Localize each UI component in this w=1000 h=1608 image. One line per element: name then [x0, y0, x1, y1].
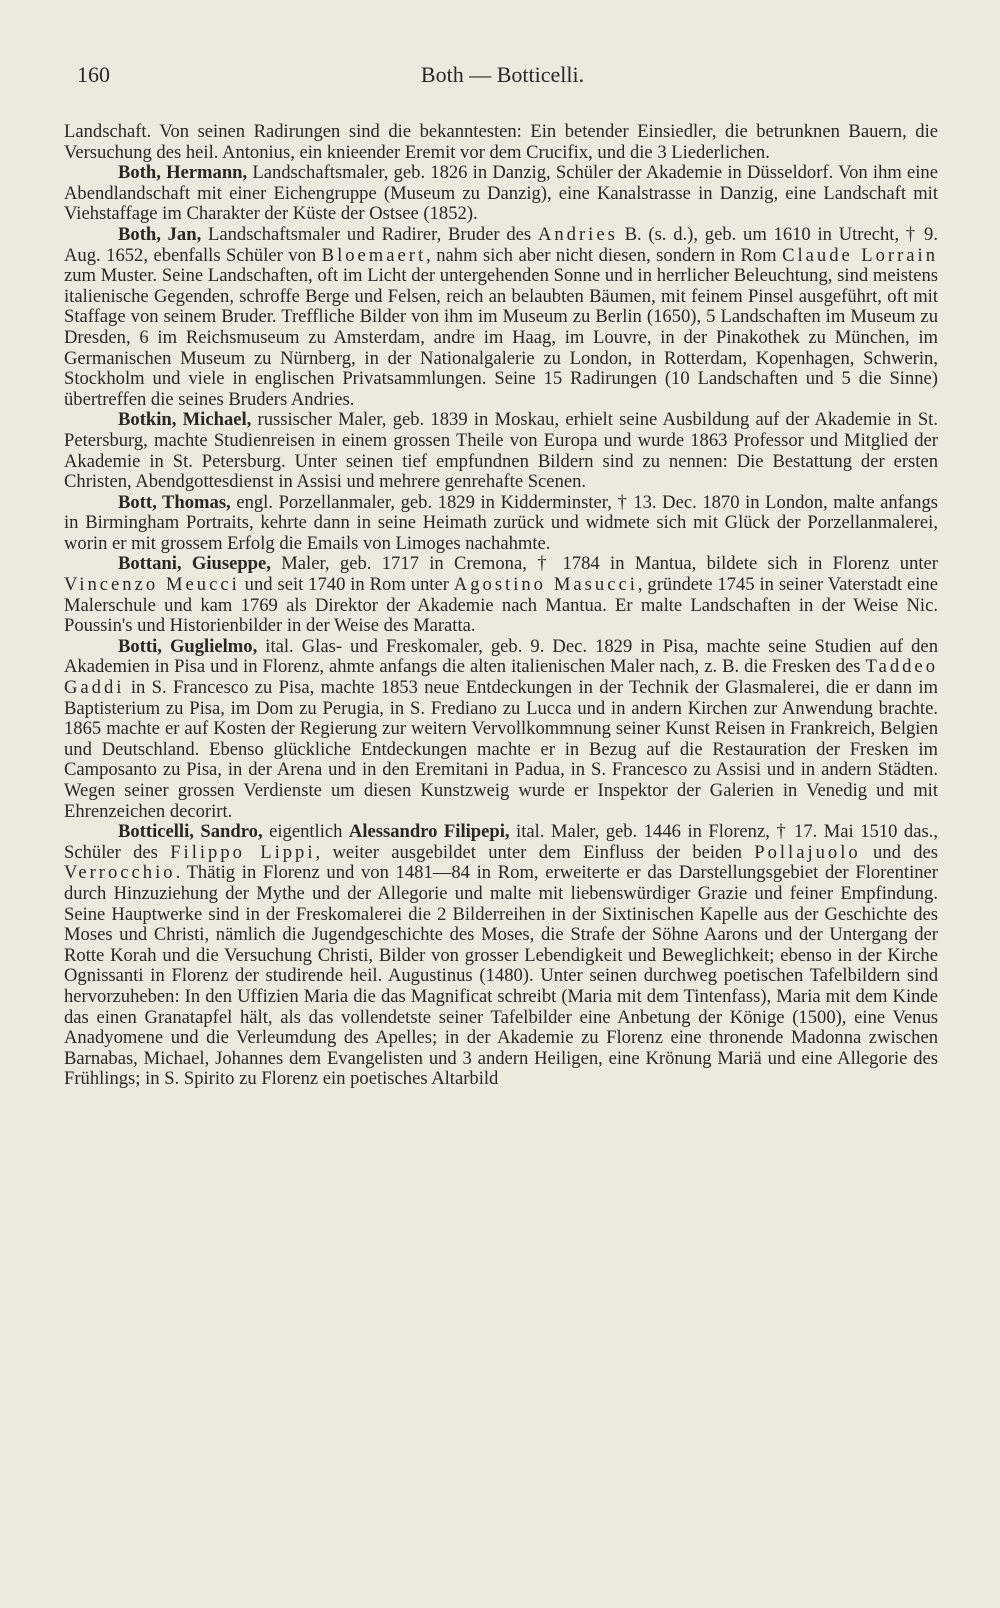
- entry-text: und des: [860, 841, 938, 863]
- entry-text: in S. Francesco zu Pisa, machte 1853 neue Entdeckungen in der Technik der Glasmalerei, die er dann im Baptisterium zu Pisa, im Dom zu Perugia, in S. Frediano zu Lucca und in andern Kirchen zur Anwendung brachte. 1865 machte er auf Kosten der Regierung zur weitern Vervollkommnung seiner Kunst Reisen in Frankreich, Belgien und Deutschland. Ebenso glückliche Entdeckungen machte er in Bezug auf die Restauration der Fresken im Camposanto zu Pisa, in der Arena und in den Eremitani in Padua, in S. Francesco zu Assisi und in andern Städten. Wegen seiner grossen Verdienste um diesen Kunstzweig wurde er Inspektor der Galerien in Venedig und mit Ehrenzeichen decorirt.: [64, 677, 938, 822]
- entry-headword: Botti, Guglielmo,: [118, 635, 258, 657]
- spaced-name: Verrocchio: [64, 862, 176, 884]
- entry-text: zum Muster. Seine Landschaften, oft im Licht der untergehenden Sonne und in herrlicher Beleuchtung, sind meistens italienische Gegenden, schroffe Berge und Felsen, reich an belaubten Bäumen, mit feinem Pinsel ausgeführt, oft mit Staffage von seinem Bruder. Treffliche Bilder von ihm im Museum zu Berlin (1650), 5 Landschaften im Museum zu Dresden, 6 im Reichsmuseum zu Amsterdam, andre im Haag, im Louvre, in der Pinakothek zu München, im Germanischen Museum zu Nürnberg, in der Nationalgalerie zu London, in Rotterdam, Kopenhagen, Schwerin, Stockholm und viele in englischen Privatsammlungen. Seine 15 Radirungen (10 Landschaften und 5 die Sinne) übertreffen die seines Bruders Andries.: [64, 265, 938, 410]
- entry-text: ital. Maler, geb. 1446 in Florenz, † 17. Mai 1510 das., Schüler des: [64, 821, 938, 863]
- entry-text: engl. Porzellanmaler, geb. 1829 in Kidderminster, † 13. Dec. 1870 in London, malte anfangs in Birmingham Portraits, kehrte dann in seine Heimath zurück und widmete sich mit Glück der Porzellanmalerei, worin er mit grossem Erfolg die Emails von Limoges nachahmte.: [64, 491, 938, 554]
- spaced-name: Vincenzo Meucci: [64, 574, 240, 596]
- entry-text: Landschaft. Von seinen Radirungen sind die bekanntesten: Ein betender Einsiedler, die betrunknen Bauern, die Versuchung des heil. Antonius, ein knieender Eremit vor dem Crucifix, und die 3 Liederlichen.: [64, 121, 938, 163]
- entry-headword: Both, Hermann,: [118, 162, 248, 184]
- spaced-name: Pollajuolo: [754, 841, 861, 863]
- entry-text: , gründete 1745 in seiner Vaterstadt eine Malerschule und kam 1769 als Direktor der Akademie nach Mantua. Er malte Landschaften in der Weise Nic. Poussin's und Historienbilder in der Weise des Maratta.: [64, 574, 938, 637]
- spaced-name: Taddeo Gaddi: [64, 656, 938, 699]
- entry-headword: Both, Jan,: [118, 223, 202, 245]
- dictionary-entry: [64, 493, 938, 555]
- spaced-name: Filippo Lippi: [170, 841, 316, 863]
- dictionary-entry: [64, 410, 938, 492]
- entry-headword: Alessandro Filipepi,: [348, 821, 510, 843]
- entry-headword: Botkin, Michael,: [118, 409, 252, 431]
- entry-text: Maler, geb. 1717 in Cremona, † 1784 in Mantua, bildete sich in Florenz unter: [270, 553, 938, 575]
- entry-text: . Thätig in Florenz und von 1481—84 in Rom, erweiterte er das Darstellungsgebiet der Florentiner durch Hinzuziehung der Mythe und der Allegorie und malte mit liebenswürdiger Grazie und feiner Empfindung. Seine Hauptwerke sind in der Freskomalerei die 2 Bilderreihen in der Sixtinischen Kapelle aus der Geschichte des Moses und Christi, nämlich die Jugendgeschichte des Moses, die Strafe der Söhne Aarons und der Untergang der Rotte Korah und die Versuchung Christi, Bilder von grosser Lebendigkeit und Beweglichkeit; ebenso in der Kirche Ognissanti in Florenz der studirende heil. Augustinus (1480). Unter seinen durchweg poetischen Tafelbildern sind hervorzuheben: In den Uffizien Maria die das Magnificat schreibt (Maria mit dem Tintenfass), Maria mit dem Kinde das einen Granatapfel hält, als das vollendetste seiner Tafelbilder eine Anbetung der Könige (1500), eine Venus Anadyomene und die Verleumdung des Apelles; in der Akademie zu Florenz eine thronende Madonna zwischen Barnabas, Michael, Johannes dem Evangelisten und 3 andern Heiligen, eine Krönung Mariä und eine Allegorie des Frühlings; in S. Spirito zu Florenz ein poetisches Altarbild: [64, 862, 938, 1090]
- entry-headword: Botticelli, Sandro,: [118, 821, 263, 843]
- dictionary-entry: [64, 163, 938, 225]
- entry-text: Landschaftsmaler und Radirer, Bruder des: [201, 223, 538, 245]
- page-header: [77, 62, 928, 96]
- entry-text: russischer Maler, geb. 1839 in Moskau, erhielt seine Ausbildung auf der Akademie in St. Petersburg, machte Studienreisen in einem grossen Theile von Europa und wurde 1863 Professor und Mitglied der Akademie in St. Petersburg. Unter seinen tief empfundnen Bildern sind zu nennen: Die Bestattung der ersten Christen, Abendgottesdienst in Assisi und mehrere genrehafte Scenen.: [64, 409, 938, 493]
- spaced-name: Claude Lorrain: [782, 244, 938, 266]
- entry-headword: Bottani, Giuseppe,: [118, 553, 271, 575]
- entry-text: ital. Glas- und Freskomaler, geb. 9. Dec. 1829 in Pisa, machte seine Studien auf den Akademien in Pisa und in Florenz, ahmte anfangs die alten italienischen Maler nach, z. B. die Fresken des: [64, 635, 938, 678]
- entry-text: , weiter ausgebildet unter dem Einfluss der beiden: [315, 841, 755, 863]
- dictionary-entry: [64, 822, 938, 1090]
- dictionary-entry: [64, 637, 938, 822]
- dictionary-body: [64, 122, 938, 1090]
- entry-headword: Bott, Thomas,: [118, 491, 231, 513]
- entry-text: Landschaftsmaler, geb. 1826 in Danzig, Schüler der Akademie in Düsseldorf. Von ihm eine Abendlandschaft mit einer Eichengruppe (Museum zu Danzig), eine Kanalstrasse in Danzig, eine Landschaft mit Viehstaffage im Charakter der Küste der Ostsee (1852).: [64, 162, 938, 225]
- page-number: 160: [77, 62, 110, 87]
- dictionary-entry: [64, 225, 938, 410]
- spaced-name: Andries: [537, 223, 618, 245]
- spaced-name: Agostino Masucci: [453, 574, 638, 596]
- entry-text: eigentlich: [262, 821, 349, 843]
- entry-text: , nahm sich aber nicht diesen, sondern in Rom: [426, 244, 783, 266]
- dictionary-entry: [64, 554, 938, 636]
- entry-text: und seit 1740 in Rom unter: [239, 574, 454, 596]
- dictionary-entry: [64, 122, 938, 163]
- running-title: Both — Botticelli.: [420, 62, 585, 87]
- spaced-name: Bloemaert: [321, 244, 427, 266]
- entry-text: B. (s. d.), geb. um 1610 in Utrecht, † 9. Aug. 1652, ebenfalls Schüler von: [64, 223, 938, 266]
